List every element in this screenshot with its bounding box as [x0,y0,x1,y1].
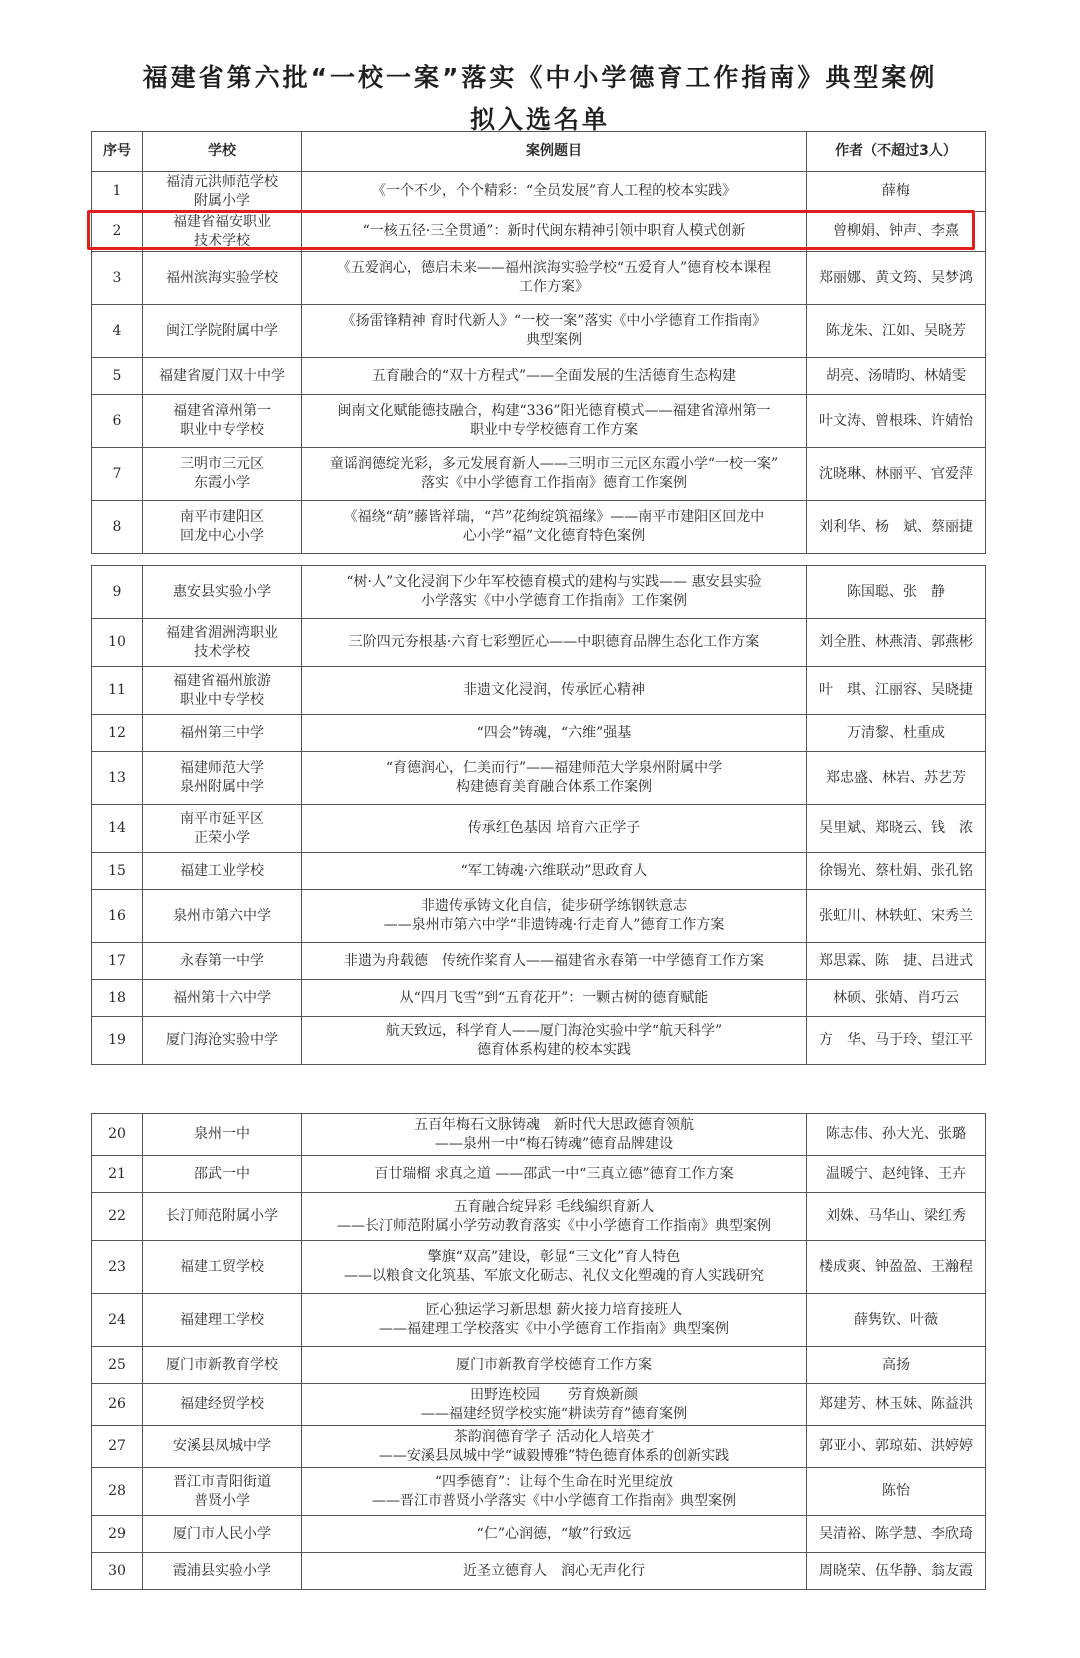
case-title-cell: “一核五径·三全贯通”：新时代闽东精神引领中职育人模式创新 [302,212,807,252]
authors-cell: 郑建芳、林玉妹、陈益洪 [807,1384,986,1426]
case-title-cell: 擎旗“双高”建设，彰显“三文化”育人特色 ——以粮食文化筑基、军旅文化砺志、礼仪文化塑魂的育人实践研究 [302,1241,807,1294]
school-cell: 霞浦县实验小学 [143,1553,302,1590]
authors-cell: 叶 琪、江丽容、吴晓捷 [807,667,986,715]
school-cell: 邵武一中 [143,1156,302,1193]
row-number: 2 [92,212,143,252]
school-cell: 长汀师范附属小学 [143,1193,302,1241]
school-cell: 福建省福州旅游 职业中专学校 [143,667,302,715]
case-title-cell: 五百年梅石文脉铸魂 新时代大思政德育领航 ——泉州一中“梅石铸魂”德育品牌建设 [302,1114,807,1156]
authors-cell: 张虹川、林轶虹、宋秀兰 [807,890,986,943]
authors-cell: 叶文涛、曾根珠、许婧怡 [807,395,986,448]
school-cell: 福建省厦门双十中学 [143,358,302,395]
authors-cell: 高扬 [807,1347,986,1384]
row-number: 16 [92,890,143,943]
table-row [92,1114,986,1156]
table-row [92,667,986,715]
table-row [92,853,986,890]
school-cell: 福建理工学校 [143,1294,302,1347]
school-cell: 泉州一中 [143,1114,302,1156]
table-row [92,980,986,1017]
authors-cell: 万清黎、杜重成 [807,715,986,752]
authors-cell: 温暖宁、赵纯锋、王卉 [807,1156,986,1193]
page-title: 福建省第六批“一校一案”落实《中小学德育工作指南》典型案例 [142,63,938,92]
school-cell: 泉州市第六中学 [143,890,302,943]
row-number: 5 [92,358,143,395]
table-row [92,395,986,448]
authors-cell: 方 华、马于玲、望江平 [807,1017,986,1065]
school-cell: 福州滨海实验学校 [143,252,302,305]
case-title-cell: 《五爱润心，德启未来——福州滨海实验学校“五爱育人”德育校本课程 工作方案》 [302,252,807,305]
row-number: 9 [92,566,143,619]
case-title-cell: 航天致远，科学育人——厦门海沧实验中学“航天科学” 德育体系构建的校本实践 [302,1017,807,1065]
row-number: 8 [92,501,143,554]
table-row [92,1426,986,1468]
row-number: 22 [92,1193,143,1241]
school-cell: 福建师范大学 泉州附属中学 [143,752,302,805]
row-number: 3 [92,252,143,305]
school-cell: 福建省福安职业 技术学校 [143,212,302,252]
case-title-cell: “育德润心，仁美而行”——福建师范大学泉州附属中学 构建德育美育融合体系工作案例 [302,752,807,805]
school-cell: 厦门市人民小学 [143,1516,302,1553]
row-number: 21 [92,1156,143,1193]
row-number: 13 [92,752,143,805]
table-row [92,305,986,358]
school-cell: 晋江市青阳街道 普贤小学 [143,1468,302,1516]
authors-cell: 吴里斌、郑晓云、钱 浓 [807,805,986,853]
school-cell: 安溪县凤城中学 [143,1426,302,1468]
row-number: 11 [92,667,143,715]
case-title-cell: 厦门市新教育学校德育工作方案 [302,1347,807,1384]
row-number: 19 [92,1017,143,1065]
authors-cell: 陈志伟、孙大光、张璐 [807,1114,986,1156]
table-row [92,172,986,212]
authors-cell: 沈晓琳、林丽平、官爱萍 [807,448,986,501]
table-row [92,1294,986,1347]
row-number: 28 [92,1468,143,1516]
case-title-cell: 《扬雷锋精神 育时代新人》“一校一案”落实《中小学德育工作指南》 典型案例 [302,305,807,358]
authors-cell: 刘全胜、林燕清、郭燕彬 [807,619,986,667]
authors-cell: 郭亚小、郭琼茹、洪婷婷 [807,1426,986,1468]
row-number: 25 [92,1347,143,1384]
row-number: 24 [92,1294,143,1347]
school-cell: 福建工贸学校 [143,1241,302,1294]
row-number: 14 [92,805,143,853]
table-row [92,358,986,395]
row-number: 30 [92,1553,143,1590]
table-row [92,448,986,501]
header-title: 案例题目 [302,132,807,172]
row-number: 23 [92,1241,143,1294]
table-header-row [92,132,986,172]
table-row [92,619,986,667]
case-title-cell: 《一个不少，个个精彩：“全员发展”育人工程的校本实践》 [302,172,807,212]
table-row [92,805,986,853]
authors-cell: 陈怡 [807,1468,986,1516]
school-cell: 厦门市新教育学校 [143,1347,302,1384]
row-number: 15 [92,853,143,890]
row-number: 7 [92,448,143,501]
authors-cell: 刘姝、马华山、梁红秀 [807,1193,986,1241]
case-title-cell: 三阶四元夯根基·六育七彩塑匠心——中职德育品牌生态化工作方案 [302,619,807,667]
authors-cell: 楼成爽、钟盈盈、王瀚程 [807,1241,986,1294]
authors-cell: 郑思霖、陈 捷、吕进式 [807,943,986,980]
row-number: 10 [92,619,143,667]
authors-cell: 胡亮、汤晴昀、林婧雯 [807,358,986,395]
row-number: 4 [92,305,143,358]
case-title-cell: 非遗文化浸润，传承匠心精神 [302,667,807,715]
case-title-cell: 非遗传承铸文化自信，徒步研学练钢铁意志 ——泉州市第六中学“非遗铸魂·行走育人”德育工作方案 [302,890,807,943]
school-cell: 福建省湄洲湾职业 技术学校 [143,619,302,667]
case-title-cell: 传承红色基因 培育六正学子 [302,805,807,853]
authors-cell: 薛梅 [807,172,986,212]
authors-cell: 林硕、张婧、肖巧云 [807,980,986,1017]
school-cell: 福建工业学校 [143,853,302,890]
case-title-cell: 五育融合的“双十方程式”——全面发展的生活德育生态构建 [302,358,807,395]
header-school: 学校 [143,132,302,172]
authors-cell: 陈国聪、张 静 [807,566,986,619]
table-row [92,252,986,305]
authors-cell: 郑忠盛、林岩、苏艺芳 [807,752,986,805]
table-row [92,1553,986,1590]
school-cell: 厦门海沧实验中学 [143,1017,302,1065]
case-table-part-1 [91,131,986,554]
school-cell: 三明市三元区 东霞小学 [143,448,302,501]
table-row [92,1384,986,1426]
row-number: 26 [92,1384,143,1426]
header-no: 序号 [92,132,143,172]
table-row [92,1241,986,1294]
row-number: 27 [92,1426,143,1468]
table-row [92,1017,986,1065]
authors-cell: 曾柳娟、钟声、李熹 [807,212,986,252]
page-subtitle: 拟入选名单 [469,105,610,134]
table-row [92,1516,986,1553]
table-row [92,501,986,554]
school-cell: 福建经贸学校 [143,1384,302,1426]
table-row [92,1468,986,1516]
case-title-cell: 闽南文化赋能德技融合，构建“336”阳光德育模式——福建省漳州第一 职业中专学校德育工作方案 [302,395,807,448]
row-number: 18 [92,980,143,1017]
row-number: 20 [92,1114,143,1156]
school-cell: 永春第一中学 [143,943,302,980]
highlight-box [87,210,975,250]
case-title-cell: 《福绕“葫”藤皆祥瑞，“芦”花绚绽筑福缘》——南平市建阳区回龙中 心小学“福”文化德育特色案例 [302,501,807,554]
authors-cell: 陈龙朱、江如、吴晓芳 [807,305,986,358]
case-title-cell: 从“四月飞雪”到“五育花开”：一颗古树的德育赋能 [302,980,807,1017]
school-cell: 福州第十六中学 [143,980,302,1017]
table-row [92,566,986,619]
case-title-cell: 近圣立德育人 润心无声化行 [302,1553,807,1590]
school-cell: 闽江学院附属中学 [143,305,302,358]
table-row [92,1347,986,1384]
case-title-cell: 五育融合绽异彩 毛线编织育新人 ——长汀师范附属小学劳动教育落实《中小学德育工作指南》典型案例 [302,1193,807,1241]
case-title-cell: “四会”铸魂，“六维”强基 [302,715,807,752]
row-number: 17 [92,943,143,980]
case-title-cell: 非遗为舟载德 传统作桨育人——福建省永春第一中学德育工作方案 [302,943,807,980]
school-cell: 南平市建阳区 回龙中心小学 [143,501,302,554]
case-table-part-3 [91,1113,986,1590]
authors-cell: 吴清裕、陈学慧、李欣琦 [807,1516,986,1553]
case-title-cell: “军工铸魂·六维联动”思政育人 [302,853,807,890]
row-number: 29 [92,1516,143,1553]
case-title-cell: 田野连校园 劳育焕新颜 ——福建经贸学校实施“耕读劳育”德育案例 [302,1384,807,1426]
authors-cell: 郑丽娜、黄文筠、吴梦鸿 [807,252,986,305]
authors-cell: 薛隽钦、叶薇 [807,1294,986,1347]
row-number: 12 [92,715,143,752]
case-title-cell: 茶韵润德育学子 活动化人培英才 ——安溪县凤城中学“诚毅博雅”特色德育体系的创新实践 [302,1426,807,1468]
case-title-cell: “仁”心润德，“敏”行致远 [302,1516,807,1553]
school-cell: 惠安县实验小学 [143,566,302,619]
school-cell: 福建省漳州第一 职业中专学校 [143,395,302,448]
case-title-cell: 童谣润德绽光彩，多元发展育新人——三明市三元区东霞小学“一校一案” 落实《中小学德育工作指南》德育工作案例 [302,448,807,501]
table-row [92,890,986,943]
case-title-cell: 百廿瑞榴 求真之道 ——邵武一中“三真立德”德育工作方案 [302,1156,807,1193]
row-number: 1 [92,172,143,212]
authors-cell: 刘利华、杨 斌、蔡丽捷 [807,501,986,554]
authors-cell: 徐锡光、蔡杜娟、张孔铭 [807,853,986,890]
authors-cell: 周晓荣、伍华静、翁友霞 [807,1553,986,1590]
table-row [92,752,986,805]
school-cell: 南平市延平区 正荣小学 [143,805,302,853]
header-authors: 作者（不超过3人） [807,132,986,172]
row-number: 6 [92,395,143,448]
school-cell: 福州第三中学 [143,715,302,752]
case-title-cell: “四季德育”：让每个生命在时光里绽放 ——晋江市普贤小学落实《中小学德育工作指南》典型案例 [302,1468,807,1516]
table-row [92,1156,986,1193]
table-row [92,943,986,980]
school-cell: 福清元洪师范学校 附属小学 [143,172,302,212]
table-row [92,1193,986,1241]
case-title-cell: 匠心独运学习新思想 薪火接力培育接班人 ——福建理工学校落实《中小学德育工作指南》典型案例 [302,1294,807,1347]
case-table-part-2 [91,565,986,1065]
case-title-cell: “树·人”文化浸润下少年军校德育模式的建构与实践—— 惠安县实验 小学落实《中小学德育工作指南》工作案例 [302,566,807,619]
table-row [92,715,986,752]
